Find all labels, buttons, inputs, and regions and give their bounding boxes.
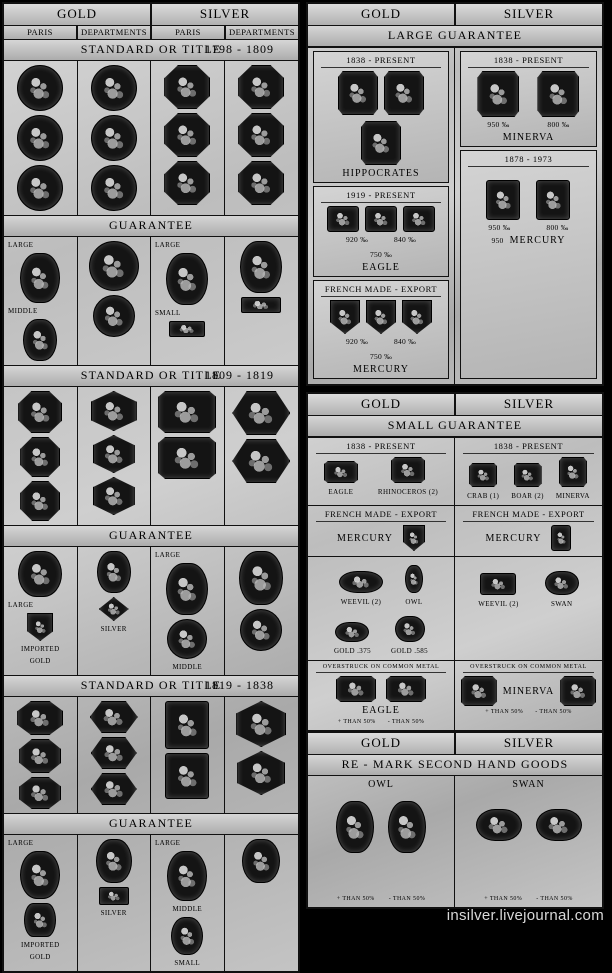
- marks-row: [476, 809, 582, 841]
- hallmark-punch: [90, 701, 138, 733]
- metal-label-silver: SILVER: [100, 625, 127, 633]
- years-label: 1878 - 1973: [468, 154, 589, 167]
- hallmark-punch: [96, 839, 132, 883]
- cell-gold-paris: [4, 61, 78, 215]
- cell-silver-departments: [225, 61, 299, 215]
- mark-item: [545, 571, 579, 608]
- mark-name-eagle: EAGLE: [362, 705, 400, 716]
- mark-item: [391, 616, 428, 655]
- band-years: 1819 - 1838: [205, 678, 274, 692]
- section-standard-1798-grid: [3, 61, 299, 216]
- mark-label-owl: OWL: [405, 598, 423, 606]
- mark-label-mercury: MERCURY: [337, 532, 393, 544]
- percent-minus: - THAN 50%: [387, 719, 425, 725]
- hallmark-punch: [477, 71, 519, 117]
- cell-silver-paris: [151, 61, 225, 215]
- hallmark-punch: [17, 165, 63, 211]
- hallmark-punch: [366, 300, 396, 334]
- band-guarantee-1: [3, 216, 299, 237]
- mark-label-minerva: MINERVA: [555, 492, 590, 500]
- hallmark-punch: [158, 391, 216, 433]
- hallmark-punch: [236, 701, 286, 747]
- band-label: GUARANTEE: [108, 528, 194, 542]
- hallmark-punch: [336, 676, 376, 702]
- hallmark-punch: [24, 903, 56, 937]
- band-label: GUARANTEE: [108, 218, 194, 232]
- marks-row: [339, 565, 423, 606]
- band-small-guarantee: SMALL GUARANTEE: [307, 416, 603, 437]
- section-standard-1819-grid: [3, 697, 299, 814]
- hallmark-punch: [89, 241, 139, 291]
- subheader-silver-departments: DEPARTMENTS: [225, 26, 299, 40]
- size-label-large: LARGE: [155, 551, 181, 559]
- hallmark-punch: [240, 241, 282, 293]
- cell-gold-departments: [78, 387, 152, 525]
- mercury-name-row: [491, 235, 565, 246]
- band-standard-1809: [3, 366, 299, 387]
- fineness-row: [316, 235, 446, 259]
- band-guarantee-2: [3, 526, 299, 547]
- mark-name-hippocrates: HIPPOCRATES: [342, 168, 420, 179]
- hallmark-punch: [165, 753, 209, 799]
- fineness-value: 750 ‰: [369, 352, 393, 361]
- cell-gold-paris: [4, 237, 78, 365]
- hallmark-punch: [545, 571, 579, 595]
- group-mercury-export: [313, 280, 449, 379]
- large-guarantee-plate: [306, 2, 604, 386]
- hallmark-punch: [240, 609, 282, 651]
- hallmark-punch: [384, 71, 424, 115]
- mark-item: [339, 571, 383, 606]
- percent-row: [337, 896, 426, 902]
- mark-name-owl: OWL: [368, 779, 394, 790]
- size-label-middle: MIDDLE: [172, 663, 203, 671]
- hallmark-punch: [20, 851, 60, 899]
- remark-body: [307, 776, 603, 908]
- hallmark-punch: [469, 463, 497, 487]
- cell-gold-departments: [78, 547, 152, 675]
- band-label: GUARANTEE: [108, 816, 194, 830]
- mark-name-mercury: MERCURY: [509, 235, 566, 246]
- remark-header-row: [307, 731, 603, 755]
- mark-item: [334, 622, 371, 655]
- hallmark-punch: [336, 801, 374, 853]
- cell-gold-paris: [4, 697, 78, 813]
- mark-label-gold-375: GOLD .375: [333, 647, 371, 655]
- fineness-value: 840 ‰: [393, 235, 417, 244]
- cell-silver-paris: [151, 697, 225, 813]
- section-standard-1809-grid: [3, 387, 299, 526]
- mark-item: [405, 565, 423, 606]
- marks-row: [337, 525, 425, 551]
- years-label: 1838 - PRESENT: [468, 55, 589, 68]
- overstruck-label: OVERSTRUCK ON COMMON METAL: [316, 664, 447, 673]
- imported-label: IMPORTED: [20, 941, 60, 949]
- hallmark-punch: [164, 113, 210, 157]
- hallmark-punch: [559, 457, 587, 487]
- band-years: 1809 - 1819: [205, 368, 274, 382]
- hallmark-punch: [91, 65, 137, 111]
- marks-row: [316, 71, 446, 165]
- marks-row: [477, 71, 579, 117]
- hallmark-punch: [241, 297, 281, 313]
- cell-gold-paris: [4, 547, 78, 675]
- hallmark-punch: [17, 701, 63, 735]
- cell-silver-departments: [225, 697, 299, 813]
- marks-row: [467, 457, 590, 500]
- mark-label-weevil: WEEVIL (2): [340, 598, 382, 606]
- band-standard-1798: [3, 40, 299, 61]
- header-gold: GOLD: [307, 732, 455, 755]
- percent-plus: + THAN 50%: [485, 709, 524, 715]
- large-guarantee-silver: [455, 48, 602, 384]
- remark-gold: [308, 776, 455, 907]
- mark-item: [324, 461, 358, 496]
- left-plate: [2, 2, 300, 973]
- large-guarantee-gold: [308, 48, 455, 384]
- marks-row: [334, 616, 428, 655]
- size-label-large: LARGE: [155, 241, 181, 249]
- cell-silver-departments: [225, 547, 299, 675]
- hallmark-punch: [93, 435, 135, 473]
- section-guarantee-2-grid: [3, 547, 299, 676]
- mark-name-minerva: MINERVA: [502, 685, 555, 697]
- band-label: STANDARD OR TITLE: [80, 368, 222, 382]
- hallmark-punch: [167, 619, 207, 659]
- group-mercury-silver: [460, 150, 597, 379]
- size-label-middle: MIDDLE: [8, 307, 38, 315]
- band-years: 1798 - 1809: [205, 42, 274, 56]
- mark-name-mercury: MERCURY: [353, 364, 409, 375]
- mark-item: [378, 457, 438, 496]
- group-eagle: [313, 186, 449, 277]
- hallmark-punch: [91, 115, 137, 161]
- fineness-value: 950 ‰: [488, 223, 511, 232]
- marks-row: [478, 571, 578, 608]
- hallmark-punch: [99, 887, 129, 905]
- hallmark-punch: [167, 851, 207, 901]
- hallmark-punch: [166, 563, 208, 615]
- hallmark-punch: [164, 65, 210, 109]
- header-gold: GOLD: [307, 3, 455, 26]
- small-guarantee-row: [307, 661, 603, 731]
- left-header-row: [3, 3, 299, 26]
- subheader-silver-paris: PARIS: [151, 26, 225, 40]
- hallmark-punch: [165, 701, 209, 749]
- mark-name-minerva: MINERVA: [502, 132, 555, 143]
- mark-label-weevil: WEEVIL (2): [478, 600, 519, 608]
- hallmark-punch: [551, 525, 571, 551]
- hallmark-punch: [242, 839, 280, 883]
- band-remark: RE - MARK SECOND HAND GOODS: [307, 755, 603, 776]
- small-gold-weevil-owl: [308, 557, 455, 660]
- percent-row: [485, 709, 572, 715]
- cell-gold-departments: [78, 697, 152, 813]
- percent-row: [338, 719, 425, 725]
- hallmark-punch: [17, 65, 63, 111]
- mark-name-eagle: EAGLE: [362, 262, 400, 273]
- metal-label-gold: GOLD: [29, 657, 51, 665]
- hallmark-punch: [339, 571, 383, 593]
- marks-row: [327, 206, 435, 232]
- fineness-value: 750 ‰: [369, 250, 393, 259]
- marks-row: [336, 676, 426, 702]
- cell-gold-departments: [78, 835, 152, 971]
- hallmark-punch: [361, 121, 401, 165]
- years-label: 1838 - PRESENT: [316, 441, 447, 454]
- mark-name-swan: SWAN: [512, 779, 545, 790]
- hallmark-punch: [402, 300, 432, 334]
- size-label-small: SMALL: [155, 309, 181, 317]
- large-guarantee-body: [307, 47, 603, 385]
- hallmark-punch: [237, 751, 285, 795]
- overstruck-label: OVERSTRUCK ON COMMON METAL: [463, 664, 595, 673]
- cell-silver-departments: [225, 387, 299, 525]
- hallmark-punch: [27, 613, 53, 641]
- years-label: 1919 - PRESENT: [321, 190, 441, 203]
- hallmark-punch: [158, 437, 216, 479]
- header-gold: GOLD: [307, 393, 455, 416]
- hallmark-punch: [18, 391, 62, 433]
- cell-silver-paris: [151, 237, 225, 365]
- metal-label-gold: GOLD: [29, 953, 51, 961]
- mark-label-rhinoceros: RHINOCEROS (2): [377, 488, 439, 496]
- size-label-small: SMALL: [174, 959, 201, 967]
- hallmark-punch: [93, 477, 135, 515]
- fineness-value: 800 ‰: [547, 120, 570, 129]
- left-subheader-row: [3, 26, 299, 40]
- left-column: [2, 2, 300, 967]
- fineness-value: 840 ‰: [393, 337, 417, 346]
- hallmark-punch: [388, 801, 426, 853]
- mark-item: [556, 457, 590, 500]
- fineness-value: 800 ‰: [546, 223, 569, 232]
- years-label: 1838 - PRESENT: [463, 441, 595, 454]
- remark-silver: [455, 776, 602, 907]
- small-guarantee-row: [307, 557, 603, 661]
- cell-gold-paris: [4, 835, 78, 971]
- hallmark-punch: [171, 917, 203, 955]
- size-label-large: LARGE: [8, 241, 34, 249]
- hallmark-punch: [91, 773, 137, 805]
- fineness-value: 920 ‰: [345, 337, 369, 346]
- hallmark-punch: [91, 391, 137, 431]
- marks-row: [324, 457, 438, 496]
- header-gold: GOLD: [3, 3, 151, 26]
- hallmark-punch: [166, 253, 208, 305]
- group-minerva: [460, 51, 597, 147]
- percent-minus: - THAN 50%: [536, 896, 573, 902]
- band-label: STANDARD OR TITLE: [80, 678, 222, 692]
- cell-gold-departments: [78, 61, 152, 215]
- small-gold-export: [308, 506, 455, 556]
- hallmark-punch: [97, 551, 131, 593]
- small-guarantee-row: [307, 506, 603, 557]
- fineness-row: [477, 120, 579, 129]
- mark-label-crab: CRAB (1): [467, 492, 500, 500]
- hallmark-punch: [20, 437, 60, 477]
- fineness-row: [478, 223, 578, 232]
- large-guarantee-header-row: [307, 3, 603, 26]
- header-silver: SILVER: [455, 732, 603, 755]
- subheader-gold-paris: PARIS: [3, 26, 77, 40]
- hallmark-punch: [19, 739, 61, 773]
- hallmark-punch: [365, 206, 397, 232]
- cell-silver-paris: [151, 547, 225, 675]
- watermark: insilver.livejournal.com: [446, 907, 604, 924]
- mark-label-swan: SWAN: [551, 600, 573, 608]
- band-label: STANDARD OR TITLE: [80, 42, 222, 56]
- small-silver-weevil-swan: [455, 557, 602, 660]
- mark-item: [467, 463, 499, 500]
- hallmark-punch: [330, 300, 360, 334]
- header-silver: SILVER: [455, 393, 603, 416]
- fineness-value: 920 ‰: [345, 235, 369, 244]
- percent-plus: + THAN 50%: [484, 896, 523, 902]
- band-standard-1819: [3, 676, 299, 697]
- marks-row: [330, 300, 432, 334]
- marks-row: [336, 801, 426, 853]
- percent-plus: + THAN 50%: [337, 719, 376, 725]
- overstruck-silver: [455, 661, 602, 730]
- hallmark-punch: [386, 676, 426, 702]
- hallmark-punch: [91, 737, 137, 769]
- hallmark-punch: [99, 597, 129, 621]
- hallmark-punch: [20, 253, 60, 303]
- hallmark-punch: [232, 391, 290, 435]
- group-hippocrates: [313, 51, 449, 183]
- small-guarantee-plate: [306, 392, 604, 909]
- small-silver-export: [455, 506, 602, 556]
- hallmark-punch: [514, 463, 542, 487]
- mark-label-boar: BOAR (2): [511, 492, 544, 500]
- hallmark-punch: [232, 439, 290, 483]
- hallmark-punch: [169, 321, 205, 337]
- marks-row: [461, 676, 597, 706]
- cell-silver-paris: [151, 835, 225, 971]
- hallmark-punch: [20, 481, 60, 521]
- hallmark-punch: [17, 115, 63, 161]
- hallmark-punch: [93, 295, 135, 337]
- small-silver-1838: [455, 438, 602, 505]
- small-guarantee-header-row: [307, 393, 603, 416]
- percent-minus: - THAN 50%: [535, 709, 572, 715]
- subheader-gold-departments: DEPARTMENTS: [77, 26, 151, 40]
- cell-silver-departments: [225, 835, 299, 971]
- hallmark-punch: [560, 676, 596, 706]
- cell-silver-paris: [151, 387, 225, 525]
- marks-row: [486, 525, 572, 551]
- fineness-row: [316, 337, 446, 361]
- hallmark-punch: [403, 206, 435, 232]
- hallmark-punch: [536, 809, 582, 841]
- cell-gold-departments: [78, 237, 152, 365]
- hallmark-punch: [335, 622, 369, 642]
- hallmark-punch: [391, 457, 425, 483]
- hallmark-punch: [18, 551, 62, 597]
- mark-label-eagle: EAGLE: [328, 488, 354, 496]
- years-label: 1838 - PRESENT: [321, 55, 441, 68]
- right-column: [306, 2, 604, 926]
- band-guarantee-3: [3, 814, 299, 835]
- hallmark-punch: [537, 71, 579, 117]
- export-label: FRENCH MADE - EXPORT: [463, 509, 595, 522]
- mark-item: [478, 573, 518, 608]
- hallmark-punch: [324, 461, 358, 483]
- fineness-value: 950 ‰: [487, 120, 510, 129]
- hallmark-punch: [461, 676, 497, 706]
- mark-label-gold-585: GOLD .585: [391, 647, 429, 655]
- hallmark-punch: [19, 777, 61, 809]
- percent-row: [484, 896, 573, 902]
- header-silver: SILVER: [455, 3, 603, 26]
- mark-item: [511, 463, 544, 500]
- section-guarantee-1-grid: [3, 237, 299, 366]
- fineness-extra: 950: [491, 236, 504, 245]
- cell-silver-departments: [225, 237, 299, 365]
- band-large-guarantee: LARGE GUARANTEE: [307, 26, 603, 47]
- hallmark-punch: [238, 65, 284, 109]
- hallmark-punch: [164, 161, 210, 205]
- hallmark-punch: [91, 165, 137, 211]
- imported-label: IMPORTED: [20, 645, 60, 653]
- hallmark-punch: [238, 113, 284, 157]
- size-label-large: LARGE: [8, 601, 34, 609]
- export-label: FRENCH MADE - EXPORT: [321, 284, 441, 297]
- percent-minus: - THAN 50%: [388, 896, 426, 902]
- small-guarantee-row: [307, 437, 603, 506]
- percent-plus: + THAN 50%: [336, 896, 375, 902]
- hallmark-punch: [327, 206, 359, 232]
- hallmark-punch: [486, 180, 520, 220]
- hallmark-punch: [536, 180, 570, 220]
- hallmark-punch: [238, 161, 284, 205]
- cell-gold-paris: [4, 387, 78, 525]
- small-gold-1838: [308, 438, 455, 505]
- hallmark-punch: [403, 525, 425, 551]
- hallmark-punch: [239, 551, 283, 605]
- size-label-large: LARGE: [155, 839, 181, 847]
- export-label: FRENCH MADE - EXPORT: [316, 509, 447, 522]
- hallmark-punch: [23, 319, 57, 361]
- marks-row: [486, 180, 570, 220]
- overstruck-gold: [308, 661, 455, 730]
- metal-label-silver: SILVER: [100, 909, 127, 917]
- section-guarantee-3-grid: [3, 835, 299, 972]
- hallmark-punch: [338, 71, 378, 115]
- hallmark-punch: [476, 809, 522, 841]
- size-label-large: LARGE: [8, 839, 34, 847]
- size-label-middle: MIDDLE: [172, 905, 203, 913]
- hallmark-punch: [480, 573, 516, 595]
- mark-label-mercury: MERCURY: [485, 532, 542, 544]
- header-silver: SILVER: [151, 3, 299, 26]
- hallmark-punch: [405, 565, 423, 593]
- hallmark-punch: [395, 616, 425, 642]
